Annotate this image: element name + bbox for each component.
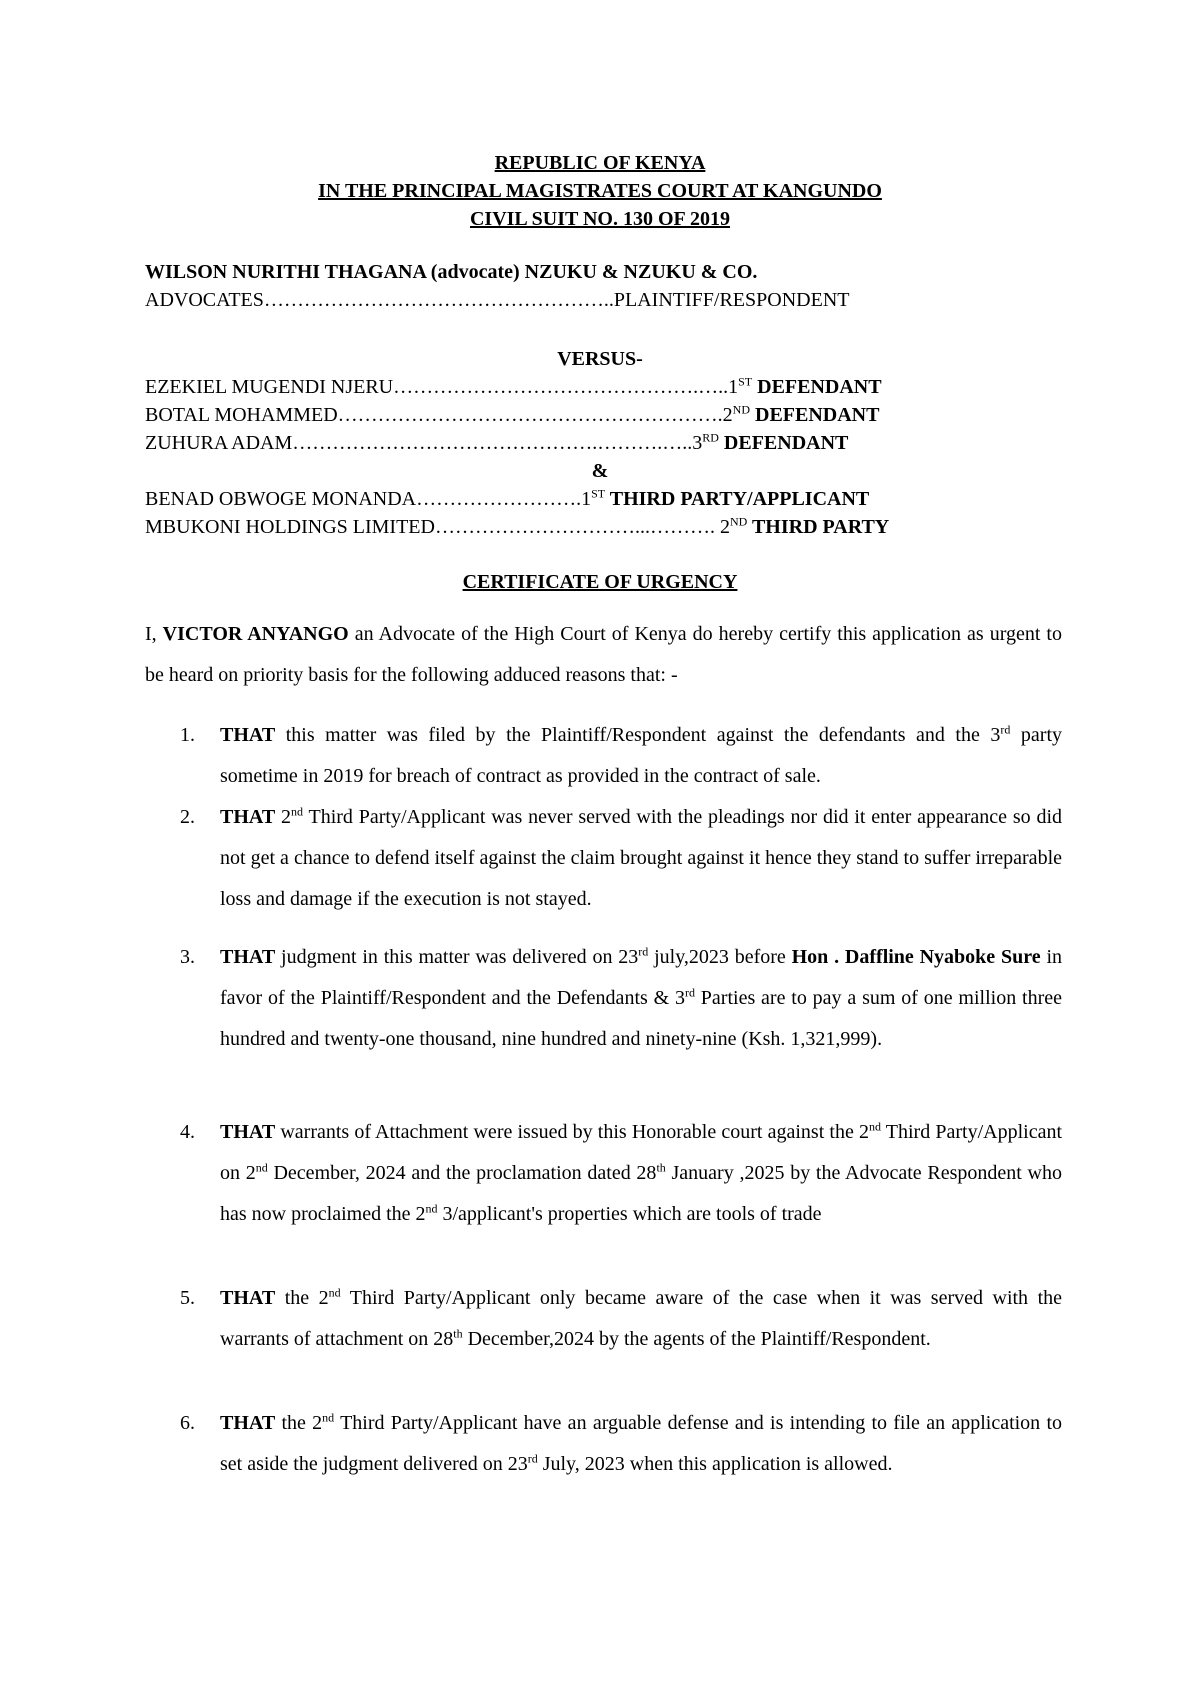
text-run: July, 2023 when this application is allowed. bbox=[537, 1453, 893, 1475]
list-item-text bbox=[220, 937, 1062, 1060]
defendant-2-line bbox=[145, 401, 1062, 429]
text-run: December,2024 by the agents of the Plaintiff/Respondent. bbox=[462, 1328, 931, 1350]
text-run: January ,2025 by the Advocate Respondent who has now proclaimed the 2 bbox=[220, 1162, 1062, 1225]
intro-paragraph bbox=[145, 614, 1062, 696]
superscript: nd bbox=[255, 1160, 268, 1175]
list-item-lead: THAT bbox=[220, 806, 276, 828]
list-item-lead: THAT bbox=[220, 946, 276, 968]
defendant-1-sup: ST bbox=[738, 374, 753, 389]
text-run: july,2023 before bbox=[648, 946, 792, 968]
superscript: nd bbox=[328, 1285, 341, 1300]
superscript: rd bbox=[1000, 722, 1011, 737]
list-item-number: 1. bbox=[180, 724, 195, 746]
text-run: December, 2024 and the proclamation dated 28 bbox=[267, 1162, 657, 1184]
text-run: judgment in this matter was delivered on 23 bbox=[275, 946, 639, 968]
third-party-2-name: MBUKONI HOLDINGS LIMITED…………………………...………. 2 bbox=[145, 516, 730, 538]
list-item-number: 2. bbox=[180, 806, 195, 828]
text-run: Third Party/Applicant only became aware of the case when it was served with the warrants of attachment on 28 bbox=[220, 1287, 1062, 1350]
list-item-text bbox=[220, 1403, 1062, 1485]
third-party-2-role: THIRD PARTY bbox=[747, 516, 890, 538]
list-item-lead: THAT bbox=[220, 1287, 276, 1309]
third-party-1-sup: ST bbox=[591, 486, 606, 501]
text-run: warrants of Attachment were issued by this Honorable court against the 2 bbox=[275, 1121, 869, 1143]
third-party-2-sup: ND bbox=[729, 514, 748, 529]
heading-republic: REPUBLIC OF KENYA bbox=[494, 152, 706, 174]
heading-court: IN THE PRINCIPAL MAGISTRATES COURT AT KANGUNDO bbox=[318, 180, 882, 202]
defendant-3-sup: RD bbox=[702, 430, 719, 445]
defendant-1-role: DEFENDANT bbox=[752, 376, 882, 398]
superscript: nd bbox=[869, 1119, 881, 1134]
list-item-number: 5. bbox=[180, 1287, 195, 1309]
superscript: rd bbox=[638, 944, 649, 959]
list-item-lead: THAT bbox=[220, 1412, 276, 1434]
text-run: Third Party/Applicant on 2 bbox=[220, 1121, 1063, 1184]
list-item-number: 3. bbox=[180, 946, 195, 968]
third-party-1-role: THIRD PARTY/APPLICANT bbox=[605, 488, 870, 510]
third-party-1-line bbox=[145, 485, 1062, 513]
defendant-2-role: DEFENDANT bbox=[750, 404, 880, 426]
list-item-text bbox=[220, 715, 1062, 797]
intro-text: an Advocate of the High Court of Kenya do hereby certify this application as urgent to be heard on priority basis for the following adduced reasons that: - bbox=[145, 623, 1062, 686]
versus-label: VERSUS- bbox=[557, 348, 643, 370]
text-run: Third Party/Applicant was never served with the pleadings nor did it enter appearance so did not get a chance to defend itself against the claim brought against it hence they stand to suffer irreparable loss and damage if the execution is not stayed. bbox=[220, 806, 1062, 910]
list-item-number: 4. bbox=[180, 1121, 195, 1143]
text-run: party sometime in 2019 for breach of contract as provided in the contract of sale. bbox=[220, 724, 1063, 787]
magistrate-name: Hon . Daffline Nyaboke Sure bbox=[791, 946, 1041, 968]
document-title: CERTIFICATE OF URGENCY bbox=[462, 571, 738, 593]
text-run: in favor of the Plaintiff/Respondent and the Defendants & 3 bbox=[220, 946, 1063, 1009]
defendant-3-line bbox=[145, 429, 1062, 457]
list-item-text bbox=[220, 1278, 1062, 1360]
third-party-2-line bbox=[145, 513, 1062, 541]
advocate-name: VICTOR ANYANGO bbox=[162, 623, 349, 645]
defendant-1-line bbox=[145, 373, 1062, 401]
superscript: th bbox=[453, 1326, 463, 1341]
text-run: Third Party/Applicant have an arguable defense and is intending to file an application to set aside the judgment delivered on 23 bbox=[220, 1412, 1063, 1475]
superscript: nd bbox=[322, 1410, 335, 1425]
plaintiff-line-1: WILSON NURITHI THAGANA (advocate) NZUKU & NZUKU & CO. bbox=[145, 261, 758, 283]
superscript: th bbox=[656, 1160, 666, 1175]
list-item-number: 6. bbox=[180, 1412, 195, 1434]
intro-prefix: I, bbox=[145, 623, 163, 645]
list-item-text bbox=[220, 1112, 1062, 1235]
superscript: rd bbox=[684, 985, 695, 1000]
defendant-2-sup: ND bbox=[732, 402, 750, 417]
text-run: the 2 bbox=[275, 1412, 323, 1434]
defendant-2-name: BOTAL MOHAMMED………………………………………………….2 bbox=[145, 404, 733, 426]
text-run: 3/applicant's properties which are tools of trade bbox=[437, 1203, 822, 1225]
defendant-3-role: DEFENDANT bbox=[718, 432, 849, 454]
text-run: 2 bbox=[275, 806, 292, 828]
superscript: nd bbox=[291, 804, 304, 819]
third-party-1-name: BENAD OBWOGE MONANDA…………………….1 bbox=[145, 488, 592, 510]
plaintiff-line-2: ADVOCATES……………………………………………..PLAINTIFF/RESPONDENT bbox=[145, 289, 850, 311]
text-run: this matter was filed by the Plaintiff/Respondent against the defendants and the 3 bbox=[275, 724, 1001, 746]
defendant-3-name: ZUHURA ADAM……………………………………….……….…..3 bbox=[145, 432, 703, 454]
superscript: rd bbox=[527, 1451, 538, 1466]
ampersand-separator: & bbox=[591, 460, 609, 482]
text-run: Parties are to pay a sum of one million three hundred and twenty-one thousand, nine hundred and ninety-nine (Ksh. 1,321,999). bbox=[220, 987, 1062, 1050]
list-item-text bbox=[220, 797, 1062, 920]
superscript: nd bbox=[425, 1201, 438, 1216]
text-run: the 2 bbox=[275, 1287, 329, 1309]
defendant-1-name: EZEKIEL MUGENDI NJERU……………………………………….…..1 bbox=[145, 376, 739, 398]
list-item-lead: THAT bbox=[220, 1121, 276, 1143]
heading-case-number: CIVIL SUIT NO. 130 OF 2019 bbox=[469, 208, 731, 230]
list-item-lead: THAT bbox=[220, 724, 276, 746]
